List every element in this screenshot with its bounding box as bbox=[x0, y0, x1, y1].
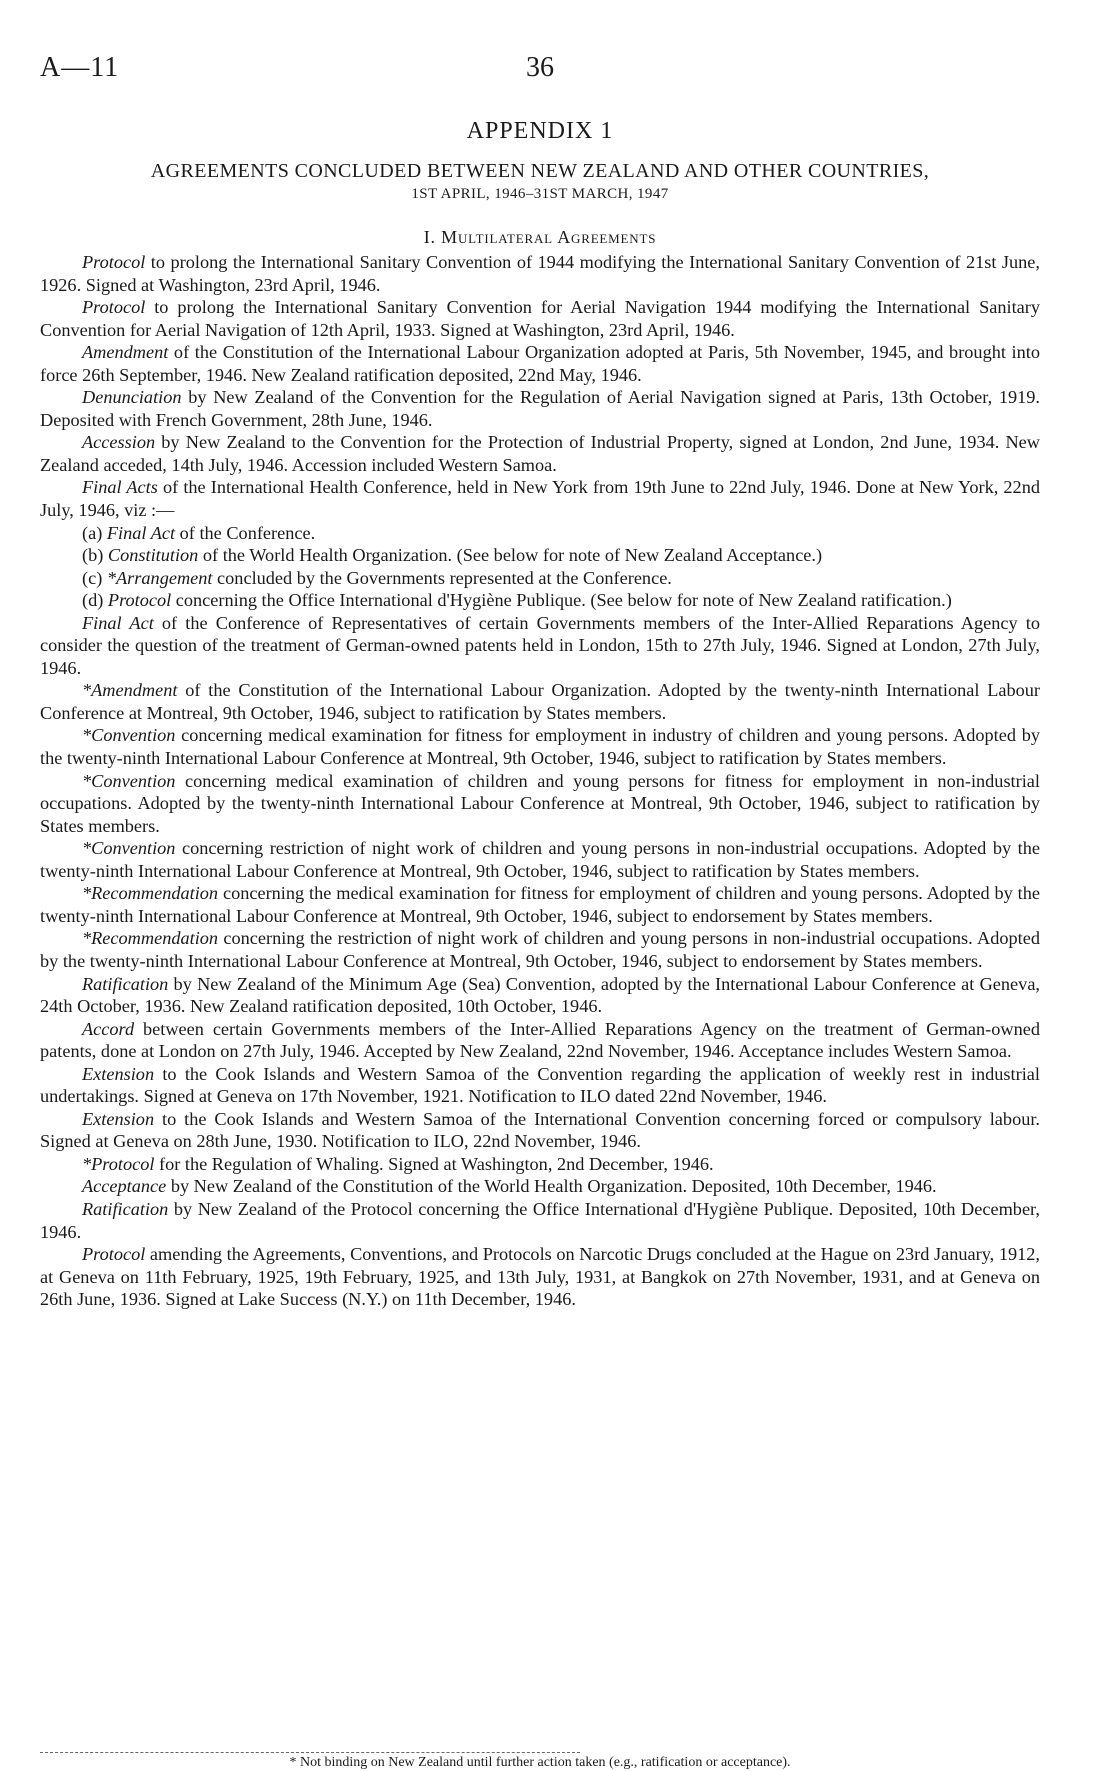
entry-text: of the Constitution of the International Labour Organization. Adopted by the twenty-ninth International Labour Conference at Montreal, 9th October, 1946, subject to ratification by States members. bbox=[40, 680, 1040, 723]
heading-line-2: 1ST APRIL, 1946–31ST MARCH, 1947 bbox=[411, 186, 669, 202]
agreement-entry bbox=[40, 882, 1040, 927]
entry-keyword: Final Acts bbox=[82, 477, 158, 498]
entry-text: for the Regulation of Whaling. Signed at Washington, 2nd December, 1946. bbox=[154, 1153, 714, 1174]
agreement-entry bbox=[40, 679, 1040, 724]
entry-keyword: Protocol bbox=[82, 252, 146, 272]
agreement-entry bbox=[40, 341, 1040, 386]
entry-text: to the Cook Islands and Western Samoa of the International Convention concerning forced or compulsory labour. Signed at Geneva on 28th June, 1930. Notification to ILO, 22nd November, 1946. bbox=[40, 1108, 1040, 1152]
entry-text: concerning medical examination for fitness for employment in industry of children and young persons. Adopted by the twenty-ninth International Labour Conference at Montreal, 9th October, 1946, subject to ratification by States members. bbox=[40, 725, 1040, 769]
entry-text: amending the Agreements, Conventions, and Protocols on Narcotic Drugs concluded at the Hague on 23rd January, 1912, at Geneva on 11th February, 1925, 19th February, 1925, and 13th July, 1931, at Bangkok on 27th November, 1931, and at Geneva on 26th June, 1936. Signed at Lake Success (N.Y.) on 11th December, 1946. bbox=[40, 1244, 1040, 1310]
entry-keyword: *Convention bbox=[82, 838, 176, 859]
entry-keyword: Protocol bbox=[82, 1244, 146, 1265]
agreement-entry bbox=[40, 1198, 1040, 1243]
entry-text: of the Conference of Representatives of certain Governments members of the Inter-Allied Reparations Agency to consider the question of the treatment of German-owned patents held in London, 15th to 27th July, 1946. Signed at London, 27th July, 1946. bbox=[40, 612, 1040, 678]
agreement-entry bbox=[40, 1153, 1040, 1176]
entry-text: to prolong the International Sanitary Convention of 1944 modifying the International Sanitary Convention of 21st June, 1926. Signed at Washington, 23rd April, 1946. bbox=[40, 252, 1040, 295]
agreement-entry bbox=[40, 1175, 1040, 1198]
sub-item-label: (c) bbox=[82, 567, 103, 588]
agreement-entry bbox=[40, 770, 1040, 838]
entry-keyword: *Recommendation bbox=[82, 928, 219, 949]
agreement-entry bbox=[40, 927, 1040, 972]
appendix-title: APPENDIX 1 bbox=[466, 118, 614, 144]
sub-item-label: (a) bbox=[82, 522, 103, 543]
document-reference: A—11 bbox=[40, 52, 120, 83]
entry-keyword: Acceptance bbox=[82, 1176, 167, 1197]
footnote: * Not binding on New Zealand until further action taken (e.g., ratification or acceptance). bbox=[289, 1755, 791, 1770]
entry-keyword: Extension bbox=[82, 1108, 155, 1129]
sub-item-text: concerning the Office International d'Hygiène Publique. (See below for note of New Zealand ratification.) bbox=[171, 590, 952, 611]
sub-item-keyword: Constitution bbox=[107, 545, 199, 566]
entry-keyword: *Convention bbox=[82, 725, 176, 746]
agreement-entry bbox=[40, 1063, 1040, 1108]
entry-keyword: Accession bbox=[82, 432, 156, 453]
entry-text: of the Constitution of the International Labour Organization adopted at Paris, 5th November, 1945, and brought into force 26th September, 1946. New Zealand ratification deposited, 22nd May, 1946. bbox=[40, 342, 1040, 385]
entry-text: by New Zealand of the Constitution of the World Health Organization. Deposited, 10th December, 1946. bbox=[166, 1176, 937, 1197]
entry-keyword: *Recommendation bbox=[82, 883, 219, 904]
sub-item-label: (d) bbox=[82, 590, 104, 611]
entry-text: by New Zealand to the Convention for the Protection of Industrial Property, signed at London, 2nd June, 1934. New Zealand acceded, 14th July, 1946. Accession included Western Samoa. bbox=[40, 432, 1040, 475]
entry-keyword: Accord bbox=[82, 1018, 135, 1039]
entry-text: to the Cook Islands and Western Samoa of the Convention regarding the application of weekly rest in industrial undertakings. Signed at Geneva on 17th November, 1921. Notification to ILO dated 22nd November, 1946. bbox=[40, 1063, 1040, 1107]
entry-keyword: Amendment bbox=[82, 342, 169, 363]
sub-item bbox=[40, 544, 1040, 567]
entry-text: concerning restriction of night work of children and young persons in non-industrial occupations. Adopted by the twenty-ninth International Labour Conference at Montreal, 9th October, 1946, subject to ratification by States members. bbox=[40, 838, 1040, 881]
entry-keyword: *Convention bbox=[82, 770, 176, 791]
sub-item bbox=[40, 589, 1040, 612]
agreement-entry bbox=[40, 296, 1040, 341]
sub-item bbox=[40, 567, 1040, 590]
agreements-list bbox=[40, 251, 1040, 1311]
sub-item-text: of the Conference. bbox=[175, 522, 316, 543]
page-number: 36 bbox=[526, 52, 554, 83]
document-heading bbox=[40, 160, 1040, 206]
section-title: I. Multilateral Agreements bbox=[423, 227, 657, 247]
entry-text: concerning the restriction of night work of children and young persons in non-industrial occupations. Adopted by the twenty-ninth International Labour Conference at Montreal, 9th October, 1946, subject to endorsement by States members. bbox=[40, 928, 1040, 971]
entry-text: concerning medical examination of children and young persons for fitness for employment in non-industrial occupations. Adopted by the twenty-ninth International Labour Conference at Montreal, 9th October, 1946, subject to ratification by States members. bbox=[40, 770, 1040, 836]
agreement-entry bbox=[40, 837, 1040, 882]
sub-item-label: (b) bbox=[82, 545, 104, 566]
agreement-entry bbox=[40, 1243, 1040, 1311]
footnote-divider bbox=[40, 1752, 580, 1753]
agreement-entry bbox=[40, 251, 1040, 296]
entry-text: between certain Governments members of the Inter-Allied Reparations Agency on the treatment of German-owned patents, done at London on 27th July, 1946. Accepted by New Zealand, 22nd November, 1946. Acceptance includes Western Samoa. bbox=[40, 1018, 1040, 1062]
agreement-entry bbox=[40, 724, 1040, 769]
entry-keyword: *Protocol bbox=[82, 1153, 155, 1174]
entry-keyword: Ratification bbox=[82, 973, 169, 994]
agreement-entry bbox=[40, 476, 1040, 521]
entry-keyword: Ratification bbox=[82, 1198, 169, 1219]
sub-item-keyword: Final Act bbox=[106, 522, 176, 543]
agreement-entry bbox=[40, 431, 1040, 476]
entry-keyword: Final Act bbox=[82, 612, 154, 633]
agreement-entry bbox=[40, 386, 1040, 431]
sub-item-text: concluded by the Governments represented at the Conference. bbox=[212, 567, 672, 588]
entry-text: by New Zealand of the Minimum Age (Sea) Convention, adopted by the International Labour Conference at Geneva, 24th October, 1936. New Zealand ratification deposited, 10th October, 1946. bbox=[40, 973, 1040, 1017]
entry-keyword: Extension bbox=[82, 1063, 155, 1084]
agreement-entry bbox=[40, 1018, 1040, 1063]
entry-text: concerning the medical examination for fitness for employment of children and young persons. Adopted by the twenty-ninth International Labour Conference at Montreal, 9th October, 1946, subject to endorsement by States members. bbox=[40, 883, 1040, 926]
sub-item-text: of the World Health Organization. (See below for note of New Zealand Acceptance.) bbox=[198, 545, 823, 566]
heading-line-1: AGREEMENTS CONCLUDED BETWEEN NEW ZEALAND AND OTHER COUNTRIES, bbox=[150, 160, 930, 182]
sub-item-keyword: Protocol bbox=[107, 590, 172, 611]
agreement-entry bbox=[40, 973, 1040, 1018]
agreement-entry bbox=[40, 1108, 1040, 1153]
entry-keyword: Denunciation bbox=[82, 387, 182, 408]
sub-item bbox=[40, 522, 1040, 545]
entry-keyword: *Amendment bbox=[82, 680, 178, 701]
entry-text: of the International Health Conference, held in New York from 19th June to 22nd July, 1946. Done at New York, 22nd July, 1946, viz :— bbox=[40, 477, 1040, 521]
sub-item-keyword: *Arrangement bbox=[106, 567, 213, 588]
entry-keyword: Protocol bbox=[82, 297, 146, 318]
entry-text: by New Zealand of the Protocol concerning the Office International d'Hygiène Publique. Deposited, 10th December, 1946. bbox=[40, 1198, 1040, 1242]
entry-text: to prolong the International Sanitary Convention for Aerial Navigation 1944 modifying the International Sanitary Convention for Aerial Navigation of 12th April, 1933. Signed at Washington, 23rd April, 1946. bbox=[40, 297, 1040, 340]
entry-text: by New Zealand of the Convention for the Regulation of Aerial Navigation signed at Paris, 13th October, 1919. Deposited with French Government, 28th June, 1946. bbox=[40, 387, 1040, 430]
agreement-entry bbox=[40, 612, 1040, 680]
